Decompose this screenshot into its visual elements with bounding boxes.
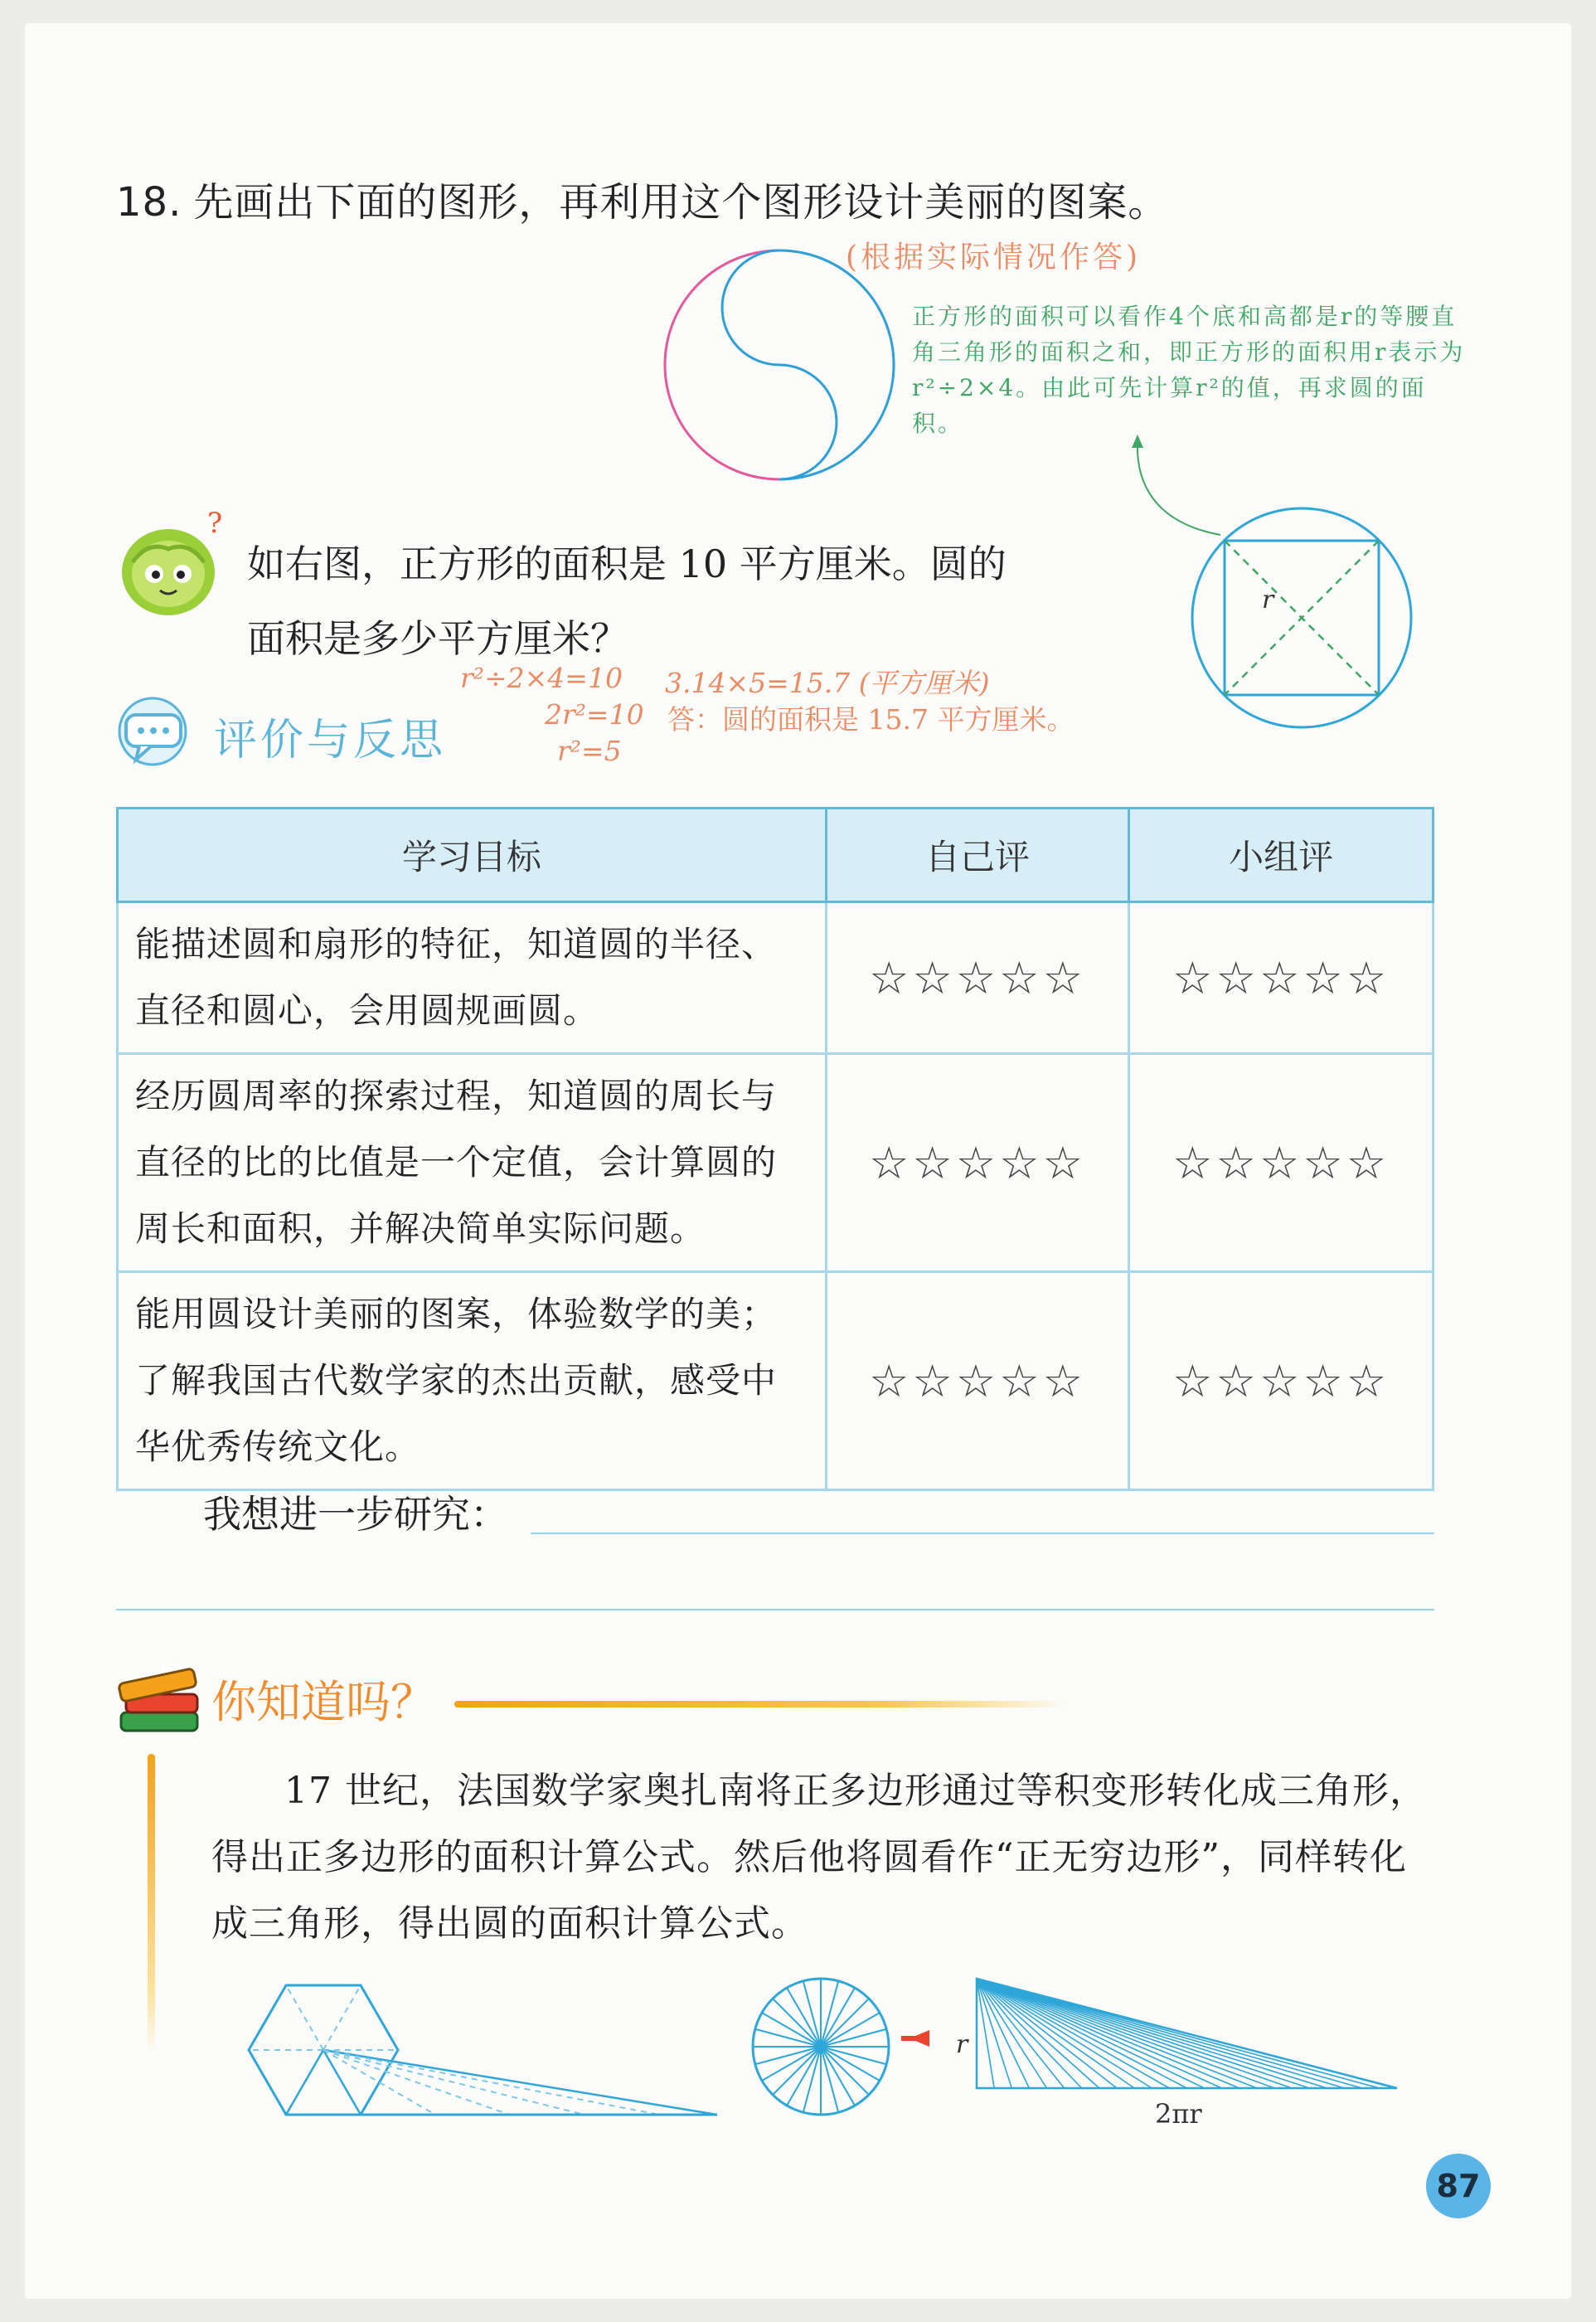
group-rating-stars[interactable]: ☆☆☆☆☆ bbox=[1129, 1054, 1433, 1272]
circle-transform-figure bbox=[742, 1972, 1422, 2138]
mascot-icon bbox=[114, 508, 230, 624]
did-you-know-title: 你知道吗？ bbox=[211, 1676, 435, 1728]
calc-step-2: 2r²=10 bbox=[545, 698, 644, 731]
goal-cell: 能用圆设计美丽的图案，体验数学的美；了解我国古代数学家的杰出贡献，感受中华优秀传统文化。 bbox=[118, 1272, 827, 1490]
answer-hint: (根据实际情况作答) bbox=[846, 240, 1142, 274]
table-header-row bbox=[118, 809, 1433, 902]
paragraph-text: 17 世纪，法国数学家奥扎南将正多边形通过等积变形转化成三角形，得出正多边形的面积计算公式。然后他将圆看作“正无穷边形”，同样转化成三角形，得出圆的面积计算公式。 bbox=[211, 1770, 1427, 1945]
question-number: 18. bbox=[116, 179, 182, 226]
section-title: 评价与反思 bbox=[214, 716, 447, 765]
svg-text:?: ? bbox=[207, 508, 223, 540]
did-you-know-paragraph bbox=[211, 1758, 1438, 1957]
header-self: 自己评 bbox=[826, 809, 1129, 902]
table-row bbox=[118, 1054, 1433, 1272]
goal-cell: 经历圆周率的探索过程，知道圆的周长与直径的比的比值是一个定值，会计算圆的周长和面积，并解决简单实际问题。 bbox=[118, 1054, 827, 1272]
table-row bbox=[118, 902, 1433, 1054]
table-row bbox=[118, 1272, 1433, 1490]
puzzle-line-1: 如右图，正方形的面积是 10 平方厘米。圆的 bbox=[247, 542, 1007, 586]
s-curve bbox=[722, 250, 837, 479]
circle-right-arc bbox=[779, 250, 894, 479]
self-rating-stars[interactable]: ☆☆☆☆☆ bbox=[826, 1272, 1129, 1490]
question-18 bbox=[116, 170, 1168, 227]
group-rating-stars[interactable]: ☆☆☆☆☆ bbox=[1129, 1272, 1433, 1490]
puzzle-answer: 答：圆的面积是 15.7 平方厘米。 bbox=[667, 703, 1075, 736]
sectored-circle bbox=[753, 1979, 889, 2115]
puzzle-question bbox=[247, 527, 1142, 676]
two-arc-circle-figure bbox=[655, 240, 904, 489]
unrolled-triangle bbox=[977, 1979, 1397, 2088]
header-goal: 学习目标 bbox=[118, 809, 827, 902]
research-answer-line-2[interactable] bbox=[116, 1609, 1434, 1610]
books-icon bbox=[114, 1654, 206, 1746]
calc-step-3: r²=5 bbox=[557, 735, 622, 767]
label-r: r bbox=[956, 2030, 968, 2059]
goal-cell: 能描述圆和扇形的特征，知道圆的半径、直径和圆心，会用圆规画圆。 bbox=[118, 902, 827, 1054]
page-number: 87 bbox=[1426, 2154, 1491, 2218]
calc-step-4: 3.14×5=15.7 (平方厘米) bbox=[665, 667, 990, 699]
circle-left-arc bbox=[665, 250, 779, 479]
self-rating-stars[interactable]: ☆☆☆☆☆ bbox=[826, 902, 1129, 1054]
label-2pir: 2πr bbox=[1155, 2098, 1202, 2130]
hexagon-transform-figure bbox=[240, 1974, 738, 2123]
calc-step-1: r²÷2×4=10 bbox=[460, 662, 623, 694]
puzzle-line-2: 面积是多少平方厘米？ bbox=[247, 616, 628, 661]
chat-bubble-icon bbox=[114, 697, 194, 771]
header-group: 小组评 bbox=[1129, 809, 1433, 902]
research-answer-line[interactable] bbox=[531, 1533, 1434, 1534]
solution-note: 正方形的面积可以看作4个底和高都是r的等腰直角三角形的面积之和，即正方形的面积用r表示为r²÷2×4。由此可先计算r²的值，再求圆的面积。 bbox=[912, 303, 1466, 437]
group-rating-stars[interactable]: ☆☆☆☆☆ bbox=[1129, 902, 1433, 1054]
research-label: 我想进一步研究： bbox=[203, 1492, 508, 1537]
side-accent-bar bbox=[148, 1754, 155, 2052]
title-underline bbox=[454, 1701, 1068, 1707]
square-in-circle-figure bbox=[1186, 502, 1418, 734]
self-rating-stars[interactable]: ☆☆☆☆☆ bbox=[826, 1054, 1129, 1272]
question-text: 先画出下面的图形，再利用这个图形设计美丽的图案。 bbox=[193, 179, 1169, 226]
evaluation-table bbox=[116, 807, 1434, 1491]
radius-label: r bbox=[1262, 585, 1274, 615]
